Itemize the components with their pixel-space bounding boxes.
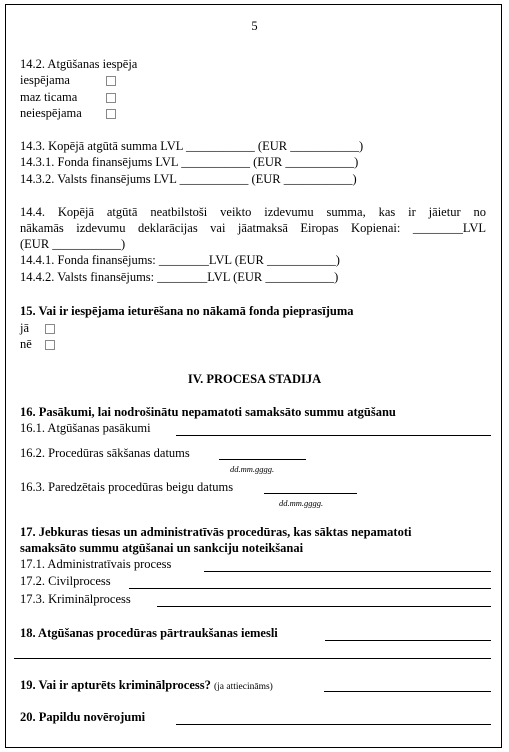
s16-title: 16. Pasākumi, lai nodrošinātu nepamatoti samaksāto summu atgūšanu: [20, 405, 396, 419]
option-iespejama: iespējama: [20, 73, 70, 87]
s17-3-label: 17.3. Kriminālprocess: [20, 592, 131, 606]
s14-2-title: 14.2. Atgūšanas iespēja: [20, 57, 138, 71]
s16-2-line[interactable]: [219, 459, 306, 460]
s16-3-label: 16.3. Paredzētais procedūras beigu datums: [20, 480, 234, 494]
s15-title: 15. Vai ir iespējama ieturēšana no nākamā fonda pieprasījuma: [20, 304, 354, 318]
s14-4-p2[interactable]: nākamās izdevumu deklarācijas vai jāatmaksā Eiropas Kopienai: ________LVL: [20, 221, 486, 235]
s14-4-p1: 14.4. Kopējā atgūtā neatbilstoši veikto izdevumu summa, kas ir jāietur no: [20, 205, 486, 219]
s19-title: 19. Vai ir apturēts kriminālprocess? (ja attiecināms): [20, 678, 273, 692]
option-neiespejama: neiespējama: [20, 106, 82, 120]
s17-1-line[interactable]: [204, 571, 491, 572]
s17-2-label: 17.2. Civilprocess: [20, 574, 111, 588]
s16-3-line[interactable]: [264, 493, 357, 494]
s18-line[interactable]: [325, 640, 491, 641]
checkbox-ja[interactable]: [45, 324, 55, 334]
s14-4-2-state[interactable]: 14.4.2. Valsts finansējums: ________LVL (EUR ___________): [20, 270, 339, 284]
s17-title-1: 17. Jebkuras tiesas un administratīvās procedūras, kas sāktas nepamatoti: [20, 525, 412, 539]
option-maz-ticama: maz ticama: [20, 90, 78, 104]
s14-4-p3[interactable]: (EUR ___________): [20, 237, 126, 251]
s18-line-2[interactable]: [14, 658, 491, 659]
s17-3-line[interactable]: [157, 606, 491, 607]
s16-1-label: 16.1. Atgūšanas pasākumi: [20, 421, 151, 435]
s16-2-hint: dd.mm.gggg.: [230, 464, 275, 474]
checkbox-neiespejama[interactable]: [106, 109, 116, 119]
section-heading: IV. PROCESA STADIJA: [187, 372, 322, 386]
s14-3-2-state[interactable]: 14.3.2. Valsts finansējums LVL ___________ (EUR ___________): [20, 172, 357, 186]
s20-title: 20. Papildu novērojumi: [20, 710, 146, 724]
checkbox-iespejama[interactable]: [106, 76, 116, 86]
option-ja: jā: [20, 321, 30, 335]
option-ne: nē: [20, 337, 32, 351]
checkbox-maz-ticama[interactable]: [106, 93, 116, 103]
s14-3-1-fund[interactable]: 14.3.1. Fonda finansējums LVL ___________ (EUR ___________): [20, 155, 359, 169]
s14-3-total[interactable]: 14.3. Kopējā atgūtā summa LVL ___________ (EUR ___________): [20, 139, 364, 153]
s16-2-label: 16.2. Procedūras sākšanas datums: [20, 446, 190, 460]
s14-4-1-fund[interactable]: 14.4.1. Fonda finansējums: ________LVL (EUR ___________): [20, 253, 340, 267]
s19-line[interactable]: [324, 691, 491, 692]
s16-3-hint: dd.mm.gggg.: [279, 498, 324, 508]
checkbox-ne[interactable]: [45, 340, 55, 350]
s20-line[interactable]: [176, 724, 491, 725]
s17-1-label: 17.1. Administratīvais process: [20, 557, 172, 571]
page-number: 5: [251, 19, 258, 33]
s16-1-line[interactable]: [176, 435, 491, 436]
s18-title: 18. Atgūšanas procedūras pārtraukšanas iemesli: [20, 626, 278, 640]
s17-title-2: samaksāto summu atgūšanai un sankciju noteikšanai: [20, 541, 304, 555]
s17-2-line[interactable]: [129, 588, 491, 589]
